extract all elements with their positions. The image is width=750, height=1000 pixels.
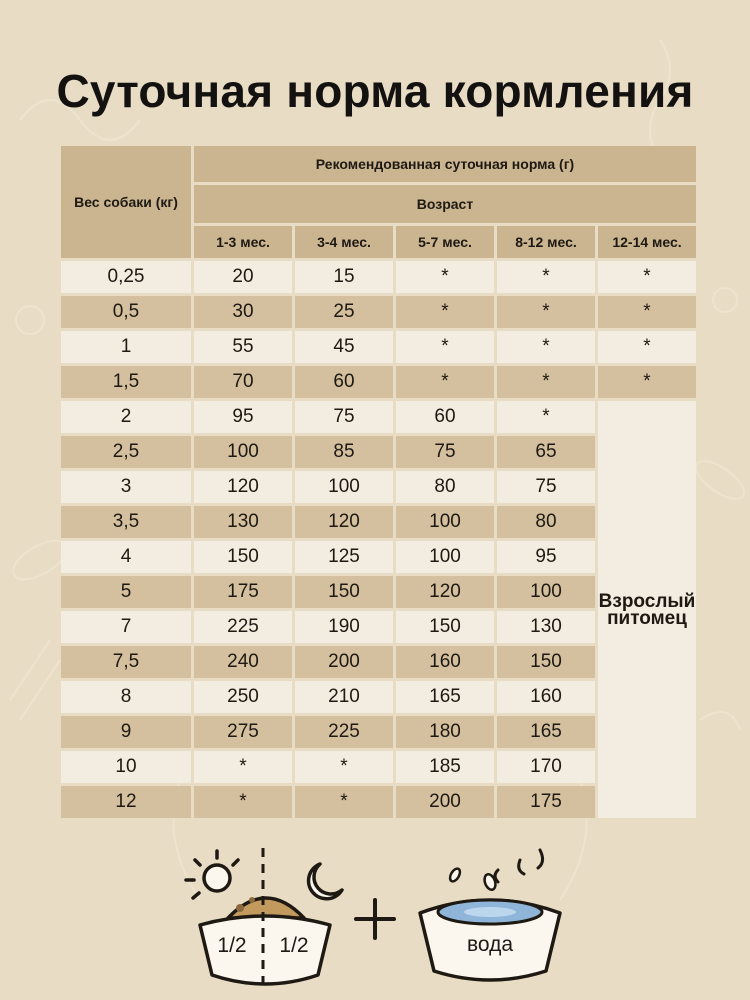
value-cell: 30 (194, 296, 292, 328)
weight-cell: 0,25 (61, 261, 191, 293)
value-cell: * (598, 331, 696, 363)
value-cell: 60 (295, 366, 393, 398)
value-cell: 125 (295, 541, 393, 573)
value-cell: 175 (497, 786, 595, 818)
age-column-header: 8-12 мес. (497, 226, 595, 258)
value-cell: 15 (295, 261, 393, 293)
value-cell: 150 (396, 611, 494, 643)
water-bowl-icon (420, 850, 560, 980)
value-cell: * (396, 261, 494, 293)
weight-cell: 2 (61, 401, 191, 433)
weight-cell: 7,5 (61, 646, 191, 678)
value-cell: * (598, 296, 696, 328)
value-cell: 225 (194, 611, 292, 643)
weight-cell: 8 (61, 681, 191, 713)
value-cell: 120 (396, 576, 494, 608)
value-cell: 75 (497, 471, 595, 503)
weight-cell: 3,5 (61, 506, 191, 538)
value-cell: 75 (295, 401, 393, 433)
value-cell: 20 (194, 261, 292, 293)
table-row (61, 296, 696, 328)
table-row (61, 261, 696, 293)
table-row (61, 366, 696, 398)
age-header: Возраст (194, 185, 696, 223)
weight-cell: 0,5 (61, 296, 191, 328)
value-cell: * (396, 296, 494, 328)
value-cell: * (497, 366, 595, 398)
age-column-header: 12-14 мес. (598, 226, 696, 258)
table-row (61, 401, 696, 433)
value-cell: 80 (396, 471, 494, 503)
age-column-header: 5-7 мес. (396, 226, 494, 258)
value-cell: 65 (497, 436, 595, 468)
table-row (61, 331, 696, 363)
value-cell: * (497, 296, 595, 328)
value-cell: 100 (396, 541, 494, 573)
value-cell: * (497, 261, 595, 293)
value-cell: 210 (295, 681, 393, 713)
value-cell: 200 (295, 646, 393, 678)
weight-cell: 1 (61, 331, 191, 363)
value-cell: 130 (194, 506, 292, 538)
feeding-table (58, 143, 699, 821)
value-cell: * (598, 261, 696, 293)
half-left-label: 1/2 (217, 934, 247, 957)
value-cell: 100 (497, 576, 595, 608)
value-cell: 165 (497, 716, 595, 748)
value-cell: 75 (396, 436, 494, 468)
value-cell: 225 (295, 716, 393, 748)
moon-icon (309, 864, 342, 899)
value-cell: 100 (295, 471, 393, 503)
value-cell: 160 (396, 646, 494, 678)
value-cell: 170 (497, 751, 595, 783)
value-cell: * (295, 786, 393, 818)
value-cell: 240 (194, 646, 292, 678)
value-cell: 55 (194, 331, 292, 363)
value-cell: 95 (497, 541, 595, 573)
weight-cell: 2,5 (61, 436, 191, 468)
value-cell: 180 (396, 716, 494, 748)
value-cell: * (396, 366, 494, 398)
water-label: вода (466, 933, 514, 956)
value-cell: 25 (295, 296, 393, 328)
value-cell: 250 (194, 681, 292, 713)
adult-pet-cell: Взрослый питомец (598, 401, 696, 818)
value-cell: 70 (194, 366, 292, 398)
value-cell: * (194, 786, 292, 818)
weight-cell: 10 (61, 751, 191, 783)
value-cell: 120 (194, 471, 292, 503)
value-cell: 95 (194, 401, 292, 433)
value-cell: 160 (497, 681, 595, 713)
feeding-illustration (0, 840, 750, 1000)
norm-header: Рекомендованная суточная норма (г) (194, 146, 696, 182)
age-column-header: 3-4 мес. (295, 226, 393, 258)
sun-icon (186, 851, 238, 898)
plus-icon (356, 900, 394, 938)
value-cell: * (497, 401, 595, 433)
page-title: Суточная норма кормления (56, 65, 694, 117)
value-cell: 100 (396, 506, 494, 538)
value-cell: 100 (194, 436, 292, 468)
value-cell: 80 (497, 506, 595, 538)
value-cell: * (598, 366, 696, 398)
value-cell: 190 (295, 611, 393, 643)
weight-cell: 7 (61, 611, 191, 643)
value-cell: * (396, 331, 494, 363)
value-cell: 275 (194, 716, 292, 748)
weight-cell: 4 (61, 541, 191, 573)
age-column-header: 1-3 мес. (194, 226, 292, 258)
value-cell: 165 (396, 681, 494, 713)
value-cell: 150 (497, 646, 595, 678)
value-cell: 120 (295, 506, 393, 538)
value-cell: 150 (295, 576, 393, 608)
weight-cell: 5 (61, 576, 191, 608)
value-cell: 45 (295, 331, 393, 363)
weight-header: Вес собаки (кг) (61, 146, 191, 258)
half-right-label: 1/2 (279, 934, 309, 957)
weight-cell: 3 (61, 471, 191, 503)
value-cell: 175 (194, 576, 292, 608)
value-cell: * (295, 751, 393, 783)
value-cell: * (194, 751, 292, 783)
weight-cell: 1,5 (61, 366, 191, 398)
value-cell: 185 (396, 751, 494, 783)
weight-cell: 9 (61, 716, 191, 748)
value-cell: 200 (396, 786, 494, 818)
value-cell: 85 (295, 436, 393, 468)
value-cell: 60 (396, 401, 494, 433)
value-cell: 150 (194, 541, 292, 573)
value-cell: 130 (497, 611, 595, 643)
weight-cell: 12 (61, 786, 191, 818)
value-cell: * (497, 331, 595, 363)
